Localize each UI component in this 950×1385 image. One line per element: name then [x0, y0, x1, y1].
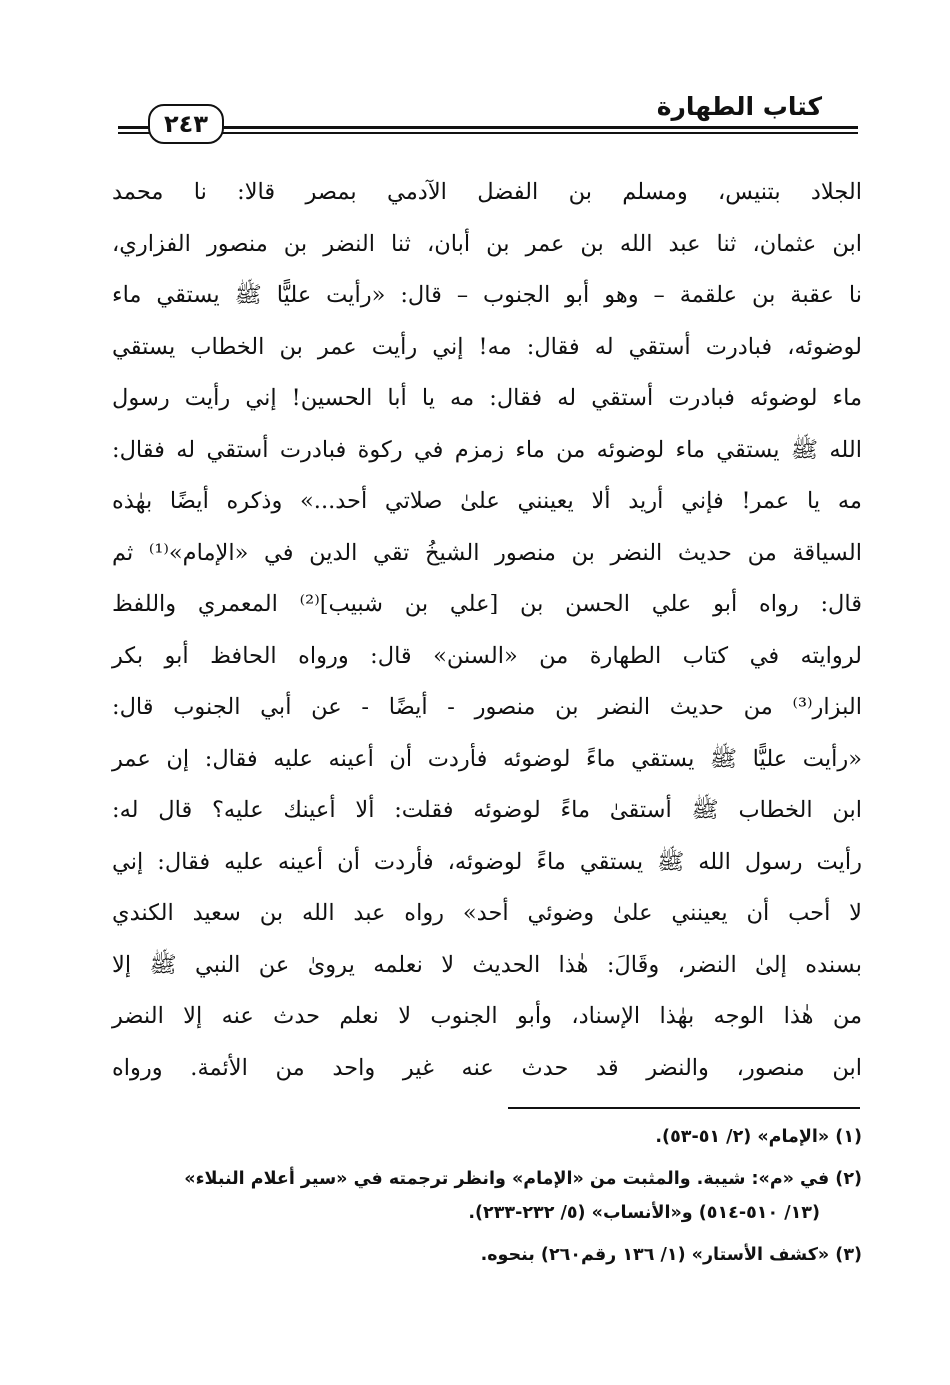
header-rule — [118, 126, 858, 136]
body-line: رأيت رسول الله ﷺ يستقي ماءً لوضوئه، فأردت أن أعينه عليه فقال: إني — [112, 848, 862, 875]
footnotes — [112, 1120, 862, 1272]
body-line: السياقة من حديث النضر بن منصور الشيخُ تقي الدين في «الإمام»⁽¹⁾ ثم — [112, 539, 862, 566]
running-title: كتاب الطهارة — [656, 92, 822, 121]
body-line: ابن عثمان، ثنا عبد الله بن عمر بن أبان، ثنا النضر بن منصور الفزاري، — [112, 230, 862, 257]
page-number: ٢٤٣ — [148, 104, 224, 144]
header-rule-line — [118, 126, 858, 129]
footnote-separator — [508, 1107, 860, 1109]
body-line: البزار⁽³⁾ من حديث النضر بن منصور - أيضًا - عن أبي الجنوب قال: — [112, 694, 862, 720]
body-line: مه يا عمر! فإني أريد ألا يعينني علىٰ صلاتي أحد...» وذكره أيضًا بهٰذه — [112, 488, 862, 514]
body-text — [112, 167, 862, 1094]
body-line: بسنده إلىٰ النضر، وقَالَ: هٰذا الحديث لا نعلمه يروىٰ عن النبي ﷺ إلا — [112, 951, 862, 978]
body-line: لروايته في كتاب الطهارة من «السنن» قال: ورواه الحافظ أبو بكر — [112, 642, 862, 669]
footnote-1: (١) «الإمام» (٢/ ٥١-٥٣). — [655, 1127, 862, 1147]
body-line: ابن الخطاب ﷺ أستقىٰ ماءً لوضوئه فقلت: ألا أعينك عليه؟ قال له: — [112, 797, 862, 823]
body-line: قال: رواه أبو علي الحسن بن [علي بن شبيب]⁽²⁾ المعمري واللفظ — [112, 591, 863, 617]
body-line: الله ﷺ يستقي ماء لوضوئه من ماء زمزم في ركوة فبادرت أستقي له فقال: — [112, 436, 862, 463]
header-rule-line — [118, 132, 858, 134]
body-line: لا أحب أن يعينني علىٰ وضوئي أحد» رواه عبد الله بن سعيد الكندي — [112, 900, 862, 926]
body-line: ماء لوضوئه فبادرت أستقي له فقال: مه يا أبا الحسين! إني رأيت رسول — [112, 385, 862, 411]
footnote-2-continuation: (١٣/ ٥١٠-٥١٤) و«الأنساب» (٥/ ٢٣٢-٢٣٣). — [468, 1203, 820, 1223]
body-line: نا عقبة بن علقمة – وهو أبو الجنوب – قال: «رأيت عليًّا ﷺ يستقي ماء — [112, 282, 862, 308]
body-line: الجلاد بتنيس، ومسلم بن الفضل الآدمي بمصر قالا: نا محمد — [112, 179, 862, 205]
body-line: «رأيت عليًّا ﷺ يستقي ماءً لوضوئه فأردت أن أعينه عليه فقال: إن عمر — [112, 745, 862, 772]
body-line: من هٰذا الوجه بهٰذا الإسناد، وأبو الجنوب لا نعلم حدث عنه إلا النضر — [112, 1003, 862, 1029]
footnote-3: (٣) «كشف الأستار» (١/ ١٣٦ رقم٢٦٠) بنحوه. — [480, 1245, 862, 1265]
footnote-2: (٢) في «م»: شيبة. والمثبت من «الإمام» وانظر ترجمته في «سير أعلام النبلاء» — [184, 1169, 862, 1189]
body-line: ابن منصور، والنضر قد حدث عنه غير واحد من الأئمة. ورواه — [112, 1054, 862, 1081]
body-line: لوضوئه، فبادرت أستقي له فقال: مه! إني رأيت عمر بن الخطاب يستقي — [112, 333, 862, 360]
